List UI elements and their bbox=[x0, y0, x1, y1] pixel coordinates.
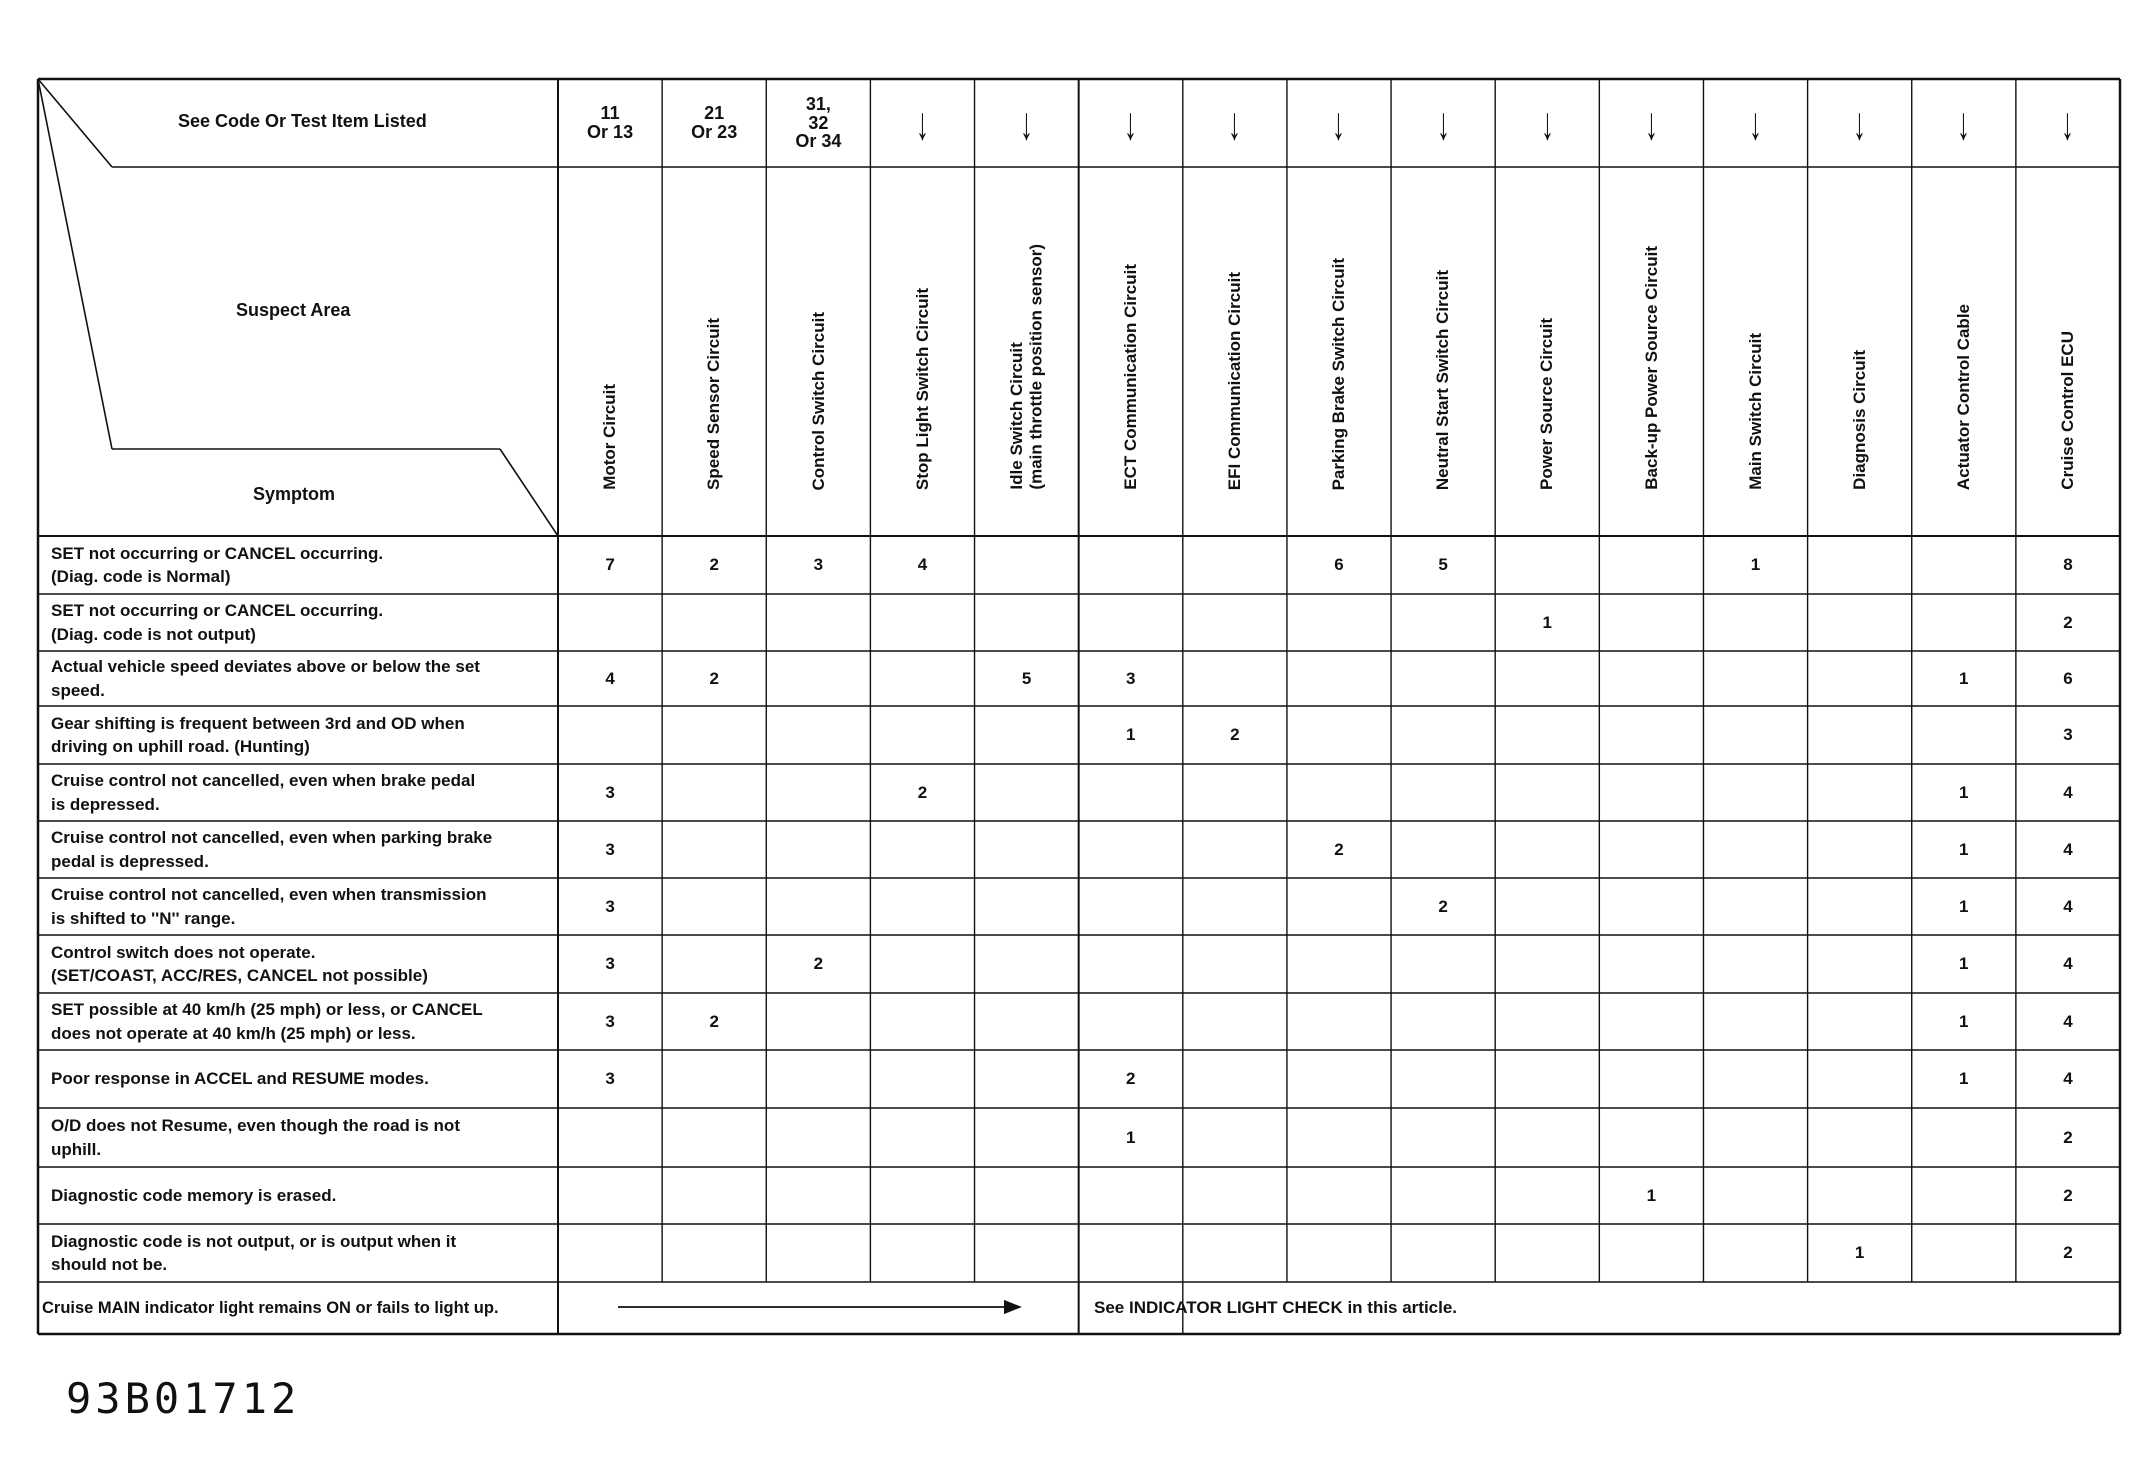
priority-cell bbox=[662, 1167, 766, 1224]
priority-cell: 2 bbox=[2063, 1127, 2073, 1147]
symptom-cell: O/D does not Resume, even though the road is not uphill. bbox=[51, 1116, 460, 1159]
priority-cell bbox=[1183, 1108, 1287, 1167]
priority-cell bbox=[1391, 764, 1495, 821]
priority-cell bbox=[1703, 1224, 1807, 1282]
corner-diagonal-right bbox=[500, 449, 558, 536]
suspect-area-label: Cruise Control ECU bbox=[2058, 331, 2078, 490]
priority-cell bbox=[870, 1167, 974, 1224]
priority-cell bbox=[558, 594, 662, 651]
priority-cell bbox=[1703, 764, 1807, 821]
suspect-area-header bbox=[1599, 167, 1703, 536]
symptom-cell: Diagnostic code memory is erased. bbox=[51, 1185, 337, 1205]
down-arrow-icon: ↓ bbox=[1749, 97, 1762, 149]
priority-cell bbox=[870, 935, 974, 993]
symptom-cell: Actual vehicle speed deviates above or below the set speed. bbox=[51, 657, 480, 700]
priority-cell: 2 bbox=[709, 1011, 719, 1031]
corner-header-symptom-label: Symptom bbox=[253, 484, 336, 504]
priority-cell bbox=[1287, 935, 1391, 993]
priority-cell bbox=[1287, 878, 1391, 935]
priority-cell bbox=[1391, 993, 1495, 1050]
priority-cell bbox=[870, 1108, 974, 1167]
priority-cell bbox=[1495, 1224, 1599, 1282]
priority-cell bbox=[1808, 594, 1912, 651]
priority-cell bbox=[1079, 1167, 1183, 1224]
priority-cell bbox=[1287, 993, 1391, 1050]
priority-cell bbox=[1808, 1108, 1912, 1167]
priority-cell: 2 bbox=[709, 555, 719, 574]
priority-cell bbox=[766, 1108, 870, 1167]
priority-cell: 2 bbox=[1438, 896, 1448, 916]
priority-cell bbox=[870, 821, 974, 878]
suspect-area-header bbox=[1495, 167, 1599, 536]
priority-cell bbox=[1287, 651, 1391, 706]
priority-cell bbox=[1183, 594, 1287, 651]
down-arrow-icon: ↓ bbox=[2061, 97, 2075, 149]
priority-cell: 3 bbox=[605, 954, 615, 973]
down-arrow-icon: ↓ bbox=[1020, 97, 1033, 149]
priority-cell bbox=[1495, 878, 1599, 935]
priority-cell bbox=[558, 1224, 662, 1282]
priority-cell bbox=[1391, 1050, 1495, 1108]
priority-cell bbox=[1599, 594, 1703, 651]
priority-cell bbox=[1599, 1224, 1703, 1282]
code-cell: 11 Or 13 bbox=[587, 103, 634, 142]
priority-cell bbox=[1287, 1167, 1391, 1224]
priority-cell bbox=[1703, 1167, 1807, 1224]
priority-cell bbox=[1703, 821, 1807, 878]
priority-cell bbox=[870, 706, 974, 764]
priority-cell bbox=[558, 1167, 662, 1224]
priority-cell bbox=[1703, 1050, 1807, 1108]
symptom-cell: Gear shifting is frequent between 3rd and OD when driving on uphill road. (Hunting) bbox=[51, 713, 465, 756]
corner-header-code-label: See Code Or Test Item Listed bbox=[178, 111, 427, 131]
figure-id: 93B01712 bbox=[66, 1374, 301, 1423]
priority-cell bbox=[1599, 821, 1703, 878]
priority-cell bbox=[1703, 935, 1807, 993]
priority-cell bbox=[1391, 651, 1495, 706]
priority-cell bbox=[1079, 878, 1183, 935]
priority-cell bbox=[975, 764, 1079, 821]
code-cell bbox=[1079, 79, 1183, 167]
symptom-cell: Cruise control not cancelled, even when brake pedal is depressed. bbox=[51, 771, 476, 814]
priority-cell: 5 bbox=[1021, 668, 1032, 688]
priority-cell: 1 bbox=[1646, 1185, 1657, 1205]
priority-cell bbox=[662, 594, 766, 651]
code-cell: 31, 32 Or 34 bbox=[795, 93, 842, 152]
code-cell bbox=[1599, 79, 1703, 167]
priority-cell bbox=[662, 935, 766, 993]
code-cell bbox=[870, 79, 974, 167]
priority-cell bbox=[662, 1050, 766, 1108]
priority-cell bbox=[1912, 536, 2016, 594]
suspect-area-header bbox=[662, 167, 766, 536]
priority-cell bbox=[870, 594, 974, 651]
priority-cell: 1 bbox=[1959, 896, 1969, 916]
priority-cell bbox=[1183, 1167, 1287, 1224]
priority-cell bbox=[1079, 594, 1183, 651]
priority-cell: 3 bbox=[605, 839, 615, 859]
priority-cell: 4 bbox=[2063, 782, 2073, 802]
priority-cell: 2 bbox=[813, 954, 824, 973]
priority-cell bbox=[1495, 935, 1599, 993]
code-cell bbox=[1495, 79, 1599, 167]
priority-cell bbox=[1287, 1050, 1391, 1108]
priority-cell: 1 bbox=[1959, 1011, 1969, 1031]
symptom-cell: Cruise control not cancelled, even when transmission is shifted to ''N'' range. bbox=[51, 885, 487, 928]
priority-cell: 1 bbox=[1959, 1069, 1969, 1088]
priority-cell bbox=[1079, 764, 1183, 821]
priority-cell bbox=[1808, 878, 1912, 935]
priority-cell bbox=[1599, 935, 1703, 993]
down-arrow-icon: ↓ bbox=[1228, 97, 1242, 149]
priority-cell bbox=[1912, 1224, 2016, 1282]
priority-cell bbox=[975, 1050, 1079, 1108]
priority-cell: 3 bbox=[1125, 668, 1136, 688]
priority-cell bbox=[662, 1108, 766, 1167]
priority-cell bbox=[766, 1167, 870, 1224]
priority-cell bbox=[1287, 706, 1391, 764]
priority-cell: 1 bbox=[1959, 839, 1969, 859]
priority-cell bbox=[1808, 935, 1912, 993]
indicator-light-symptom: Cruise MAIN indicator light remains ON or fails to light up. bbox=[42, 1298, 499, 1317]
priority-cell bbox=[975, 878, 1079, 935]
priority-cell bbox=[1808, 1167, 1912, 1224]
priority-cell bbox=[766, 706, 870, 764]
priority-cell bbox=[1391, 1224, 1495, 1282]
suspect-area-label: Speed Sensor Circuit bbox=[704, 318, 724, 490]
priority-cell bbox=[558, 706, 662, 764]
priority-cell bbox=[1183, 935, 1287, 993]
down-arrow-icon: ↓ bbox=[1332, 97, 1346, 149]
suspect-area-header bbox=[870, 167, 974, 536]
priority-cell: 3 bbox=[2063, 725, 2073, 744]
suspect-area-header bbox=[1287, 167, 1391, 536]
priority-cell bbox=[1808, 1050, 1912, 1108]
priority-cell bbox=[1287, 594, 1391, 651]
symptom-cell: SET possible at 40 km/h (25 mph) or less, or CANCEL does not operate at 40 km/h (25 mph) or less. bbox=[51, 1000, 483, 1043]
priority-cell: 4 bbox=[2063, 1011, 2073, 1031]
indicator-light-note: See INDICATOR LIGHT CHECK in this article. bbox=[1094, 1298, 1458, 1318]
suspect-area-header bbox=[2016, 167, 2120, 536]
priority-cell: 5 bbox=[1438, 555, 1448, 574]
priority-cell bbox=[1495, 706, 1599, 764]
priority-cell bbox=[1599, 651, 1703, 706]
priority-cell bbox=[1391, 1167, 1495, 1224]
suspect-area-label: Back-up Power Source Circuit bbox=[1641, 246, 1661, 490]
corner-header-suspect-area-label: Suspect Area bbox=[236, 300, 351, 320]
priority-cell: 2 bbox=[1230, 725, 1240, 744]
priority-cell bbox=[766, 594, 870, 651]
priority-cell bbox=[1183, 651, 1287, 706]
priority-cell bbox=[1391, 706, 1495, 764]
symptom-cell: Diagnostic code is not output, or is output when it should not be. bbox=[51, 1231, 457, 1274]
priority-cell bbox=[1287, 1224, 1391, 1282]
priority-cell bbox=[1912, 594, 2016, 651]
priority-cell bbox=[1287, 764, 1391, 821]
suspect-area-label: Idle Switch Circuit (main throttle position sensor) bbox=[1007, 244, 1046, 490]
priority-cell bbox=[1391, 821, 1495, 878]
down-arrow-icon: ↓ bbox=[1957, 97, 1971, 149]
priority-cell: 1 bbox=[1959, 954, 1969, 973]
priority-cell: 1 bbox=[1125, 725, 1136, 744]
priority-cell bbox=[1599, 1108, 1703, 1167]
priority-cell bbox=[1495, 764, 1599, 821]
priority-cell bbox=[1599, 706, 1703, 764]
priority-cell bbox=[1808, 706, 1912, 764]
priority-cell bbox=[975, 594, 1079, 651]
code-cell bbox=[1183, 79, 1287, 167]
priority-cell bbox=[1912, 1167, 2016, 1224]
priority-cell bbox=[1079, 935, 1183, 993]
down-arrow-icon: ↓ bbox=[1645, 97, 1658, 149]
priority-cell bbox=[662, 706, 766, 764]
code-cell bbox=[1912, 79, 2016, 167]
priority-cell bbox=[1183, 878, 1287, 935]
suspect-area-header bbox=[766, 167, 870, 536]
code-cell bbox=[975, 79, 1079, 167]
priority-cell bbox=[1079, 993, 1183, 1050]
priority-cell bbox=[1079, 1224, 1183, 1282]
priority-cell: 1 bbox=[1959, 782, 1969, 802]
suspect-area-header bbox=[1183, 167, 1287, 536]
code-cell bbox=[1287, 79, 1391, 167]
suspect-area-header bbox=[1391, 167, 1495, 536]
priority-cell bbox=[1495, 993, 1599, 1050]
priority-cell bbox=[1912, 706, 2016, 764]
priority-cell bbox=[558, 1108, 662, 1167]
priority-cell: 3 bbox=[605, 896, 615, 916]
priority-cell: 2 bbox=[2063, 1243, 2073, 1262]
priority-cell: 2 bbox=[2063, 1185, 2073, 1205]
priority-cell bbox=[766, 1224, 870, 1282]
priority-cell: 4 bbox=[605, 668, 615, 688]
suspect-area-header bbox=[1808, 167, 1912, 536]
suspect-area-label: Neutral Start Switch Circuit bbox=[1433, 269, 1453, 490]
down-arrow-icon: ↓ bbox=[1853, 97, 1866, 149]
priority-cell bbox=[1599, 993, 1703, 1050]
symptom-cell: SET not occurring or CANCEL occurring. (Diag. code is Normal) bbox=[51, 543, 384, 586]
priority-cell bbox=[1808, 993, 1912, 1050]
priority-cell bbox=[1599, 536, 1703, 594]
priority-cell bbox=[1703, 706, 1807, 764]
suspect-area-header bbox=[975, 167, 1079, 536]
priority-cell: 3 bbox=[813, 555, 824, 574]
down-arrow-icon: ↓ bbox=[1124, 97, 1138, 149]
priority-cell bbox=[662, 1224, 766, 1282]
priority-cell bbox=[766, 821, 870, 878]
priority-cell bbox=[1391, 935, 1495, 993]
priority-cell bbox=[975, 993, 1079, 1050]
priority-cell bbox=[1808, 821, 1912, 878]
priority-cell bbox=[1495, 1108, 1599, 1167]
priority-cell: 1 bbox=[1542, 612, 1552, 632]
priority-cell: 3 bbox=[605, 1011, 615, 1031]
symptom-cell: SET not occurring or CANCEL occurring. (Diag. code is not output) bbox=[51, 601, 384, 644]
priority-cell bbox=[1183, 1050, 1287, 1108]
priority-cell bbox=[1183, 536, 1287, 594]
priority-cell bbox=[1703, 878, 1807, 935]
priority-cell: 2 bbox=[917, 782, 928, 802]
suspect-area-header bbox=[1703, 167, 1807, 536]
priority-cell: 1 bbox=[1125, 1127, 1136, 1147]
priority-cell bbox=[766, 764, 870, 821]
priority-cell: 6 bbox=[1334, 555, 1344, 574]
priority-cell bbox=[1808, 764, 1912, 821]
priority-cell bbox=[1079, 536, 1183, 594]
priority-cell: 4 bbox=[2063, 839, 2073, 859]
code-cell bbox=[1703, 79, 1807, 167]
priority-cell bbox=[975, 1167, 1079, 1224]
symptom-cell: Control switch does not operate. (SET/COAST, ACC/RES, CANCEL not possible) bbox=[51, 942, 428, 985]
priority-cell bbox=[766, 1050, 870, 1108]
priority-cell bbox=[1703, 594, 1807, 651]
priority-cell: 4 bbox=[2063, 954, 2073, 973]
priority-cell bbox=[1183, 821, 1287, 878]
suspect-area-label: Stop Light Switch Circuit bbox=[912, 287, 932, 490]
priority-cell bbox=[870, 1050, 974, 1108]
priority-cell bbox=[1287, 1108, 1391, 1167]
suspect-area-label: Main Switch Circuit bbox=[1745, 333, 1765, 490]
suspect-area-header bbox=[1079, 167, 1183, 536]
priority-cell bbox=[1495, 1050, 1599, 1108]
priority-cell: 4 bbox=[917, 555, 928, 574]
priority-cell bbox=[1703, 651, 1807, 706]
corner-diagonal-upper bbox=[38, 79, 112, 167]
priority-cell bbox=[1703, 993, 1807, 1050]
priority-cell: 8 bbox=[2063, 555, 2073, 574]
code-cell bbox=[1808, 79, 1912, 167]
priority-cell bbox=[766, 993, 870, 1050]
priority-cell: 3 bbox=[605, 1069, 615, 1088]
suspect-area-label: Diagnosis Circuit bbox=[1849, 350, 1869, 490]
priority-cell bbox=[1599, 878, 1703, 935]
priority-cell bbox=[662, 764, 766, 821]
priority-cell bbox=[1495, 821, 1599, 878]
priority-cell: 2 bbox=[1125, 1069, 1136, 1088]
symptom-cell: Poor response in ACCEL and RESUME modes. bbox=[51, 1069, 429, 1089]
priority-cell: 2 bbox=[709, 668, 719, 688]
priority-cell: 1 bbox=[1854, 1243, 1865, 1262]
suspect-area-label: Actuator Control Cable bbox=[1954, 303, 1973, 490]
priority-cell: 2 bbox=[2063, 612, 2073, 632]
priority-cell bbox=[870, 878, 974, 935]
suspect-area-label: Parking Brake Switch Circuit bbox=[1329, 257, 1349, 490]
priority-cell bbox=[1183, 1224, 1287, 1282]
priority-cell bbox=[1912, 1108, 2016, 1167]
priority-cell bbox=[662, 821, 766, 878]
suspect-area-header bbox=[1912, 167, 2016, 536]
priority-cell: 7 bbox=[605, 555, 615, 574]
priority-cell bbox=[1391, 1108, 1495, 1167]
priority-cell bbox=[1495, 536, 1599, 594]
priority-cell bbox=[870, 993, 974, 1050]
priority-cell: 4 bbox=[2063, 1069, 2073, 1088]
priority-cell bbox=[1495, 1167, 1599, 1224]
down-arrow-icon: ↓ bbox=[1540, 97, 1554, 149]
priority-cell bbox=[1079, 821, 1183, 878]
priority-cell bbox=[662, 878, 766, 935]
suspect-area-label: EFI Communication Circuit bbox=[1225, 271, 1245, 490]
priority-cell bbox=[975, 1108, 1079, 1167]
priority-cell bbox=[1808, 536, 1912, 594]
priority-cell: 4 bbox=[2063, 896, 2073, 916]
priority-cell bbox=[870, 651, 974, 706]
priority-cell bbox=[1599, 764, 1703, 821]
priority-cell bbox=[975, 935, 1079, 993]
suspect-area-label: Power Source Circuit bbox=[1537, 318, 1557, 490]
priority-cell bbox=[1495, 651, 1599, 706]
priority-cell bbox=[975, 821, 1079, 878]
priority-cell: 2 bbox=[1334, 839, 1344, 859]
suspect-area-label: Control Switch Circuit bbox=[808, 311, 828, 490]
priority-cell bbox=[975, 1224, 1079, 1282]
priority-cell bbox=[1808, 651, 1912, 706]
suspect-area-header bbox=[558, 167, 662, 536]
code-cell bbox=[1391, 79, 1495, 167]
priority-cell bbox=[1183, 764, 1287, 821]
priority-cell: 6 bbox=[2063, 668, 2073, 688]
priority-cell bbox=[766, 651, 870, 706]
priority-cell bbox=[870, 1224, 974, 1282]
symptom-cell: Cruise control not cancelled, even when parking brake pedal is depressed. bbox=[51, 828, 493, 871]
priority-cell bbox=[1183, 993, 1287, 1050]
priority-cell bbox=[975, 536, 1079, 594]
code-cell: 21 Or 23 bbox=[691, 103, 738, 142]
suspect-area-label: ECT Communication Circuit bbox=[1120, 264, 1140, 490]
priority-cell bbox=[766, 878, 870, 935]
priority-cell bbox=[975, 706, 1079, 764]
priority-cell: 1 bbox=[1959, 668, 1969, 688]
corner-diagonal-lower bbox=[38, 79, 112, 449]
priority-cell: 3 bbox=[605, 782, 615, 802]
down-arrow-icon: ↓ bbox=[1436, 97, 1450, 149]
priority-cell: 1 bbox=[1750, 555, 1761, 574]
down-arrow-icon: ↓ bbox=[916, 97, 929, 149]
priority-cell bbox=[1599, 1050, 1703, 1108]
priority-cell bbox=[1391, 594, 1495, 651]
priority-cell bbox=[1703, 1108, 1807, 1167]
code-cell bbox=[2016, 79, 2120, 167]
suspect-area-label: Motor Circuit bbox=[600, 384, 620, 490]
